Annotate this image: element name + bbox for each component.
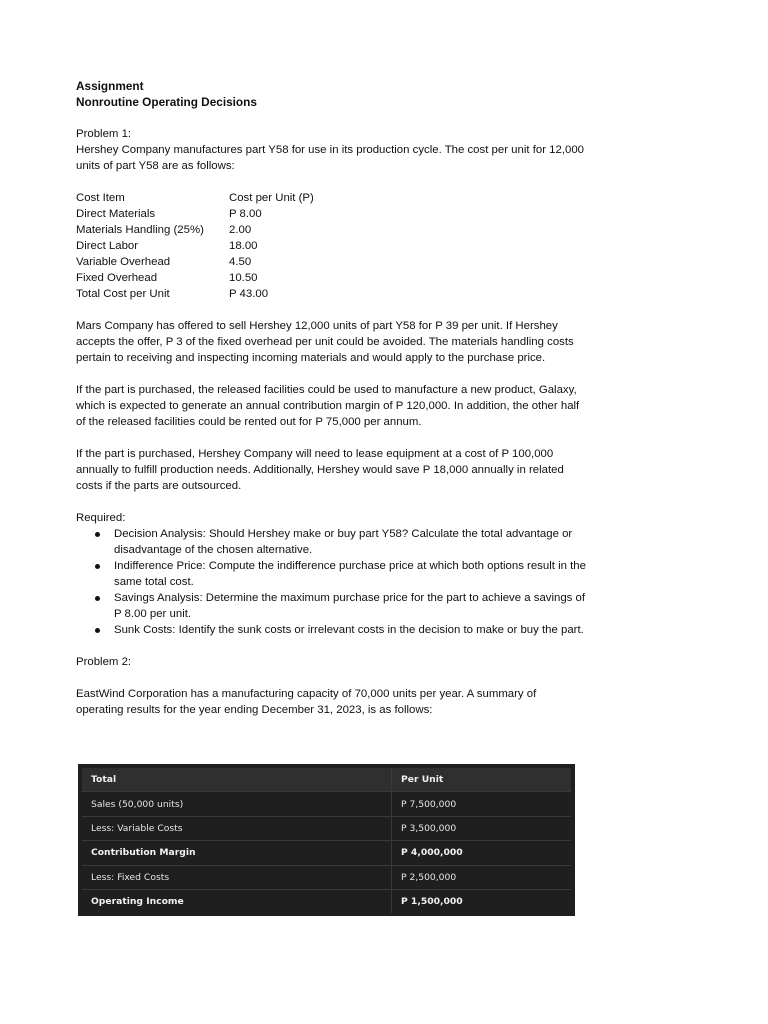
required-item: Decision Analysis: Should Hershey make or buy part Y58? Calculate the total advantage or disadvantage of the chosen alternative. — [114, 526, 586, 558]
cost-value: 2.00 — [229, 224, 252, 236]
cost-value: 10.50 — [229, 272, 258, 284]
problem1-paragraph-offer: Mars Company has offered to sell Hershey 12,000 units of part Y58 for P 39 per unit. If Hershey accepts the offer, P 3 of the fixed overhead per unit could be avoided. The materials handling costs pertain to receiving and inspecting incoming materials and would apply to the purchase price. — [76, 320, 574, 364]
results-label: Less: Variable Costs — [82, 816, 392, 840]
required-label: Required: — [76, 512, 126, 524]
results-header-total: Total — [82, 768, 392, 792]
cost-value: P 8.00 — [229, 208, 262, 220]
cost-item: Materials Handling (25%) — [76, 224, 204, 236]
results-table-row — [82, 841, 571, 865]
document-title: Assignment — [76, 79, 144, 93]
cost-table-header-item: Cost Item — [76, 192, 125, 204]
problem1-heading: Problem 1: — [76, 128, 132, 140]
required-item: Savings Analysis: Determine the maximum purchase price for the part to achieve a savings of P 8.00 per unit. — [114, 592, 586, 620]
cost-table-row — [76, 238, 314, 254]
document-subtitle: Nonroutine Operating Decisions — [76, 95, 257, 109]
problem2-intro: EastWind Corporation has a manufacturing capacity of 70,000 units per year. A summary of operating results for the year ending December 31, 2023, is as follows: — [76, 688, 537, 716]
problem1-paragraph-facilities: If the part is purchased, the released facilities could be used to manufacture a new product, Galaxy, which is expected to generate an annual contribution margin of P 120,000. In addition, the other half of the released facilities could be rented out for P 75,000 per annum. — [76, 384, 580, 428]
required-item: Sunk Costs: Identify the sunk costs or irrelevant costs in the decision to make or buy the part. — [114, 622, 586, 638]
results-table-image — [78, 764, 575, 916]
results-table — [82, 768, 571, 913]
results-label: Operating Income — [82, 889, 392, 913]
results-table-header — [82, 768, 571, 792]
problem1-intro: Hershey Company manufactures part Y58 for use in its production cycle. The cost per unit for 12,000 units of part Y58 are as follows: — [76, 144, 584, 172]
cost-table-row — [76, 254, 314, 270]
problem1-paragraph-lease: If the part is purchased, Hershey Company will need to lease equipment at a cost of P 100,000 annually to fulfill production needs. Additionally, Hershey would save P 18,000 annually in related costs if the parts are outsourced. — [76, 448, 564, 492]
results-value: P 4,000,000 — [392, 841, 572, 865]
cost-item: Total Cost per Unit — [76, 288, 170, 300]
cost-item: Variable Overhead — [76, 256, 171, 268]
cost-value: 4.50 — [229, 256, 252, 268]
cost-table-row — [76, 206, 314, 222]
results-value: P 1,500,000 — [401, 896, 463, 908]
required-item: Indifference Price: Compute the indifference purchase price at which both options result in the same total cost. — [114, 560, 586, 588]
results-value: P 7,500,000 — [392, 792, 572, 816]
cost-item: Direct Labor — [76, 240, 139, 252]
cost-table-header-cost: Cost per Unit (P) — [229, 192, 314, 204]
results-value: P 2,500,000 — [392, 865, 572, 889]
results-table-row — [82, 816, 571, 840]
required-list — [76, 526, 586, 638]
results-table-row — [82, 865, 571, 889]
cost-value: 18.00 — [229, 240, 258, 252]
cost-table-row — [76, 286, 314, 302]
document-page — [76, 78, 586, 718]
problem2-heading: Problem 2: — [76, 656, 132, 668]
results-header-per-unit: Per Unit — [392, 768, 572, 792]
cost-value: P 43.00 — [229, 288, 269, 300]
cost-item: Fixed Overhead — [76, 272, 158, 284]
cost-table-header — [76, 190, 314, 206]
cost-table — [76, 190, 314, 302]
cost-table-row — [76, 222, 314, 238]
results-table-row — [82, 792, 571, 816]
results-label: Contribution Margin — [82, 841, 392, 865]
results-table-row — [82, 889, 571, 913]
results-label: Sales (50,000 units) — [82, 792, 392, 816]
results-value: P 3,500,000 — [392, 816, 572, 840]
cost-table-row — [76, 270, 314, 286]
cost-item: Direct Materials — [76, 208, 156, 220]
results-label: Less: Fixed Costs — [82, 865, 392, 889]
